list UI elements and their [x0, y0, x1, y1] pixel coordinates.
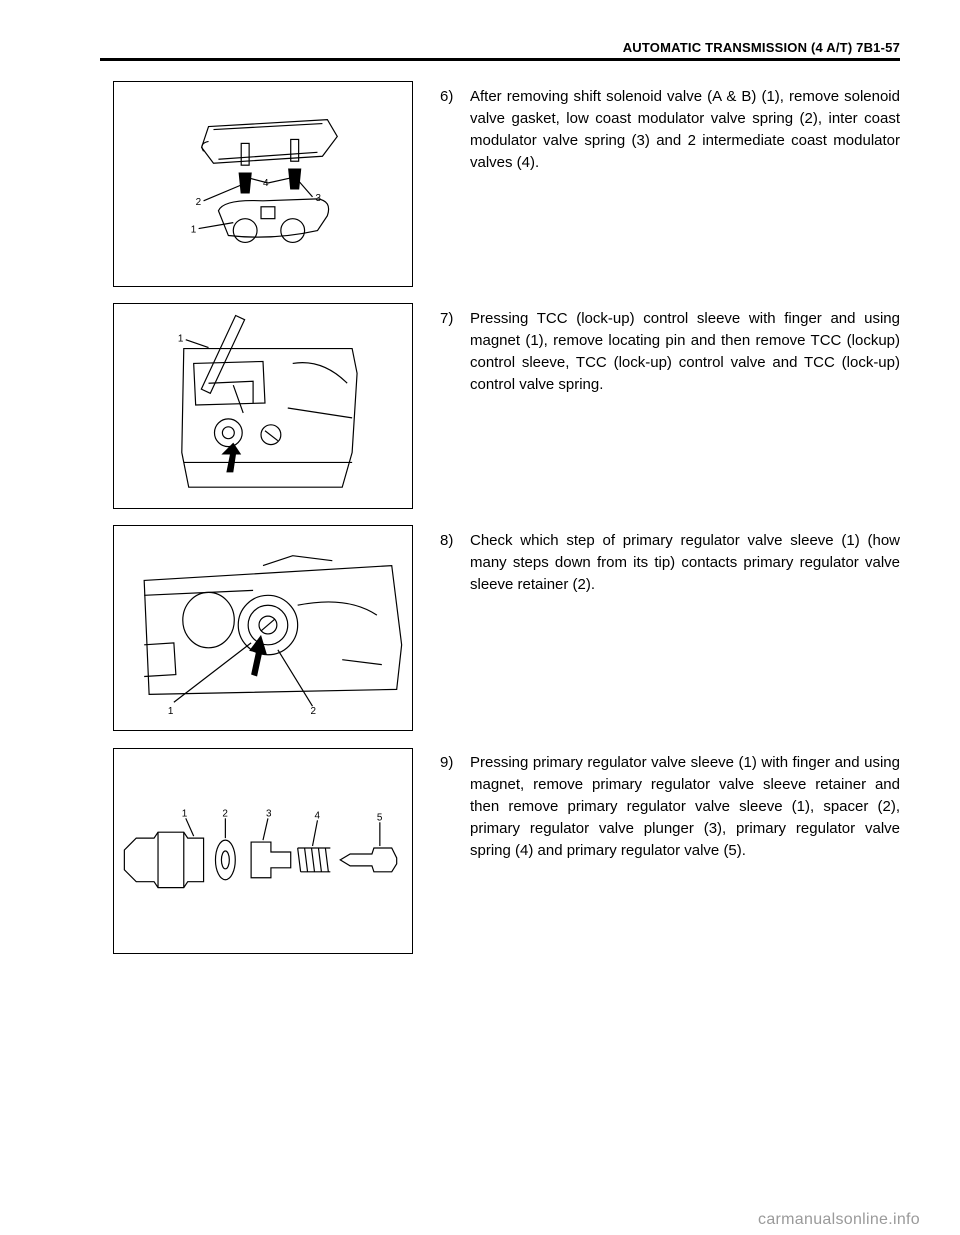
step-6-number: 6) — [440, 88, 454, 105]
tcc-sleeve-illustration — [114, 304, 412, 508]
step-7 — [440, 308, 900, 396]
callout-5: 5 — [376, 812, 383, 824]
callout-4: 4 — [314, 810, 321, 822]
step-9-number: 9) — [440, 754, 454, 771]
regulator-sleeve-illustration — [114, 526, 412, 730]
figure-solenoid-valves — [113, 81, 413, 287]
callout-1: 1 — [167, 706, 174, 718]
callout-4: 4 — [263, 177, 269, 189]
figure-regulator-sleeve — [113, 525, 413, 731]
callout-1: 1 — [190, 224, 197, 236]
callout-2: 2 — [310, 706, 317, 718]
step-9-text: Pressing primary regulator valve sleeve (1) with finger and using magnet, remove primary regulator valve sleeve retainer and then remove primary regulator valve sleeve (1), spacer (2), primary regulator valve plunger (3), primary regulator valve spring (4) and primary regulator valve (5). — [470, 754, 900, 859]
callout-2: 2 — [222, 808, 228, 820]
callout-1: 1 — [177, 333, 184, 345]
callout-1: 1 — [181, 808, 188, 820]
header-rule — [100, 58, 900, 61]
step-9 — [440, 752, 900, 862]
callout-2: 2 — [195, 196, 202, 208]
figure-tcc-sleeve — [113, 303, 413, 509]
step-7-text: Pressing TCC (lock-up) control sleeve with finger and using magnet (1), remove locating pin and then remove TCC (lockup) control sleeve, TCC (lock-up) control valve and TCC (lock-up) control valve spring. — [470, 310, 900, 393]
callout-3: 3 — [265, 808, 272, 820]
step-6-text: After removing shift solenoid valve (A & B) (1), remove solenoid valve gasket, low coast modulator valve spring (2), inter coast modulator valve spring (3) and 2 intermediate coast modulator valves (4). — [470, 88, 900, 171]
step-8-text: Check which step of primary regulator valve sleeve (1) (how many steps down from its tip) contacts primary regulator valve sleeve retainer (2). — [470, 532, 900, 593]
header-title: AUTOMATIC TRANSMISSION (4 A/T) 7B1-57 — [622, 40, 900, 55]
footer-watermark[interactable]: carmanualsonline.info — [758, 1211, 920, 1228]
callout-3: 3 — [315, 192, 322, 204]
regulator-parts-illustration — [114, 749, 412, 953]
figure-regulator-parts — [113, 748, 413, 954]
step-7-number: 7) — [440, 310, 454, 327]
step-6 — [440, 86, 900, 174]
step-8 — [440, 530, 900, 596]
solenoid-valve-illustration — [114, 82, 412, 286]
step-8-number: 8) — [440, 532, 454, 549]
